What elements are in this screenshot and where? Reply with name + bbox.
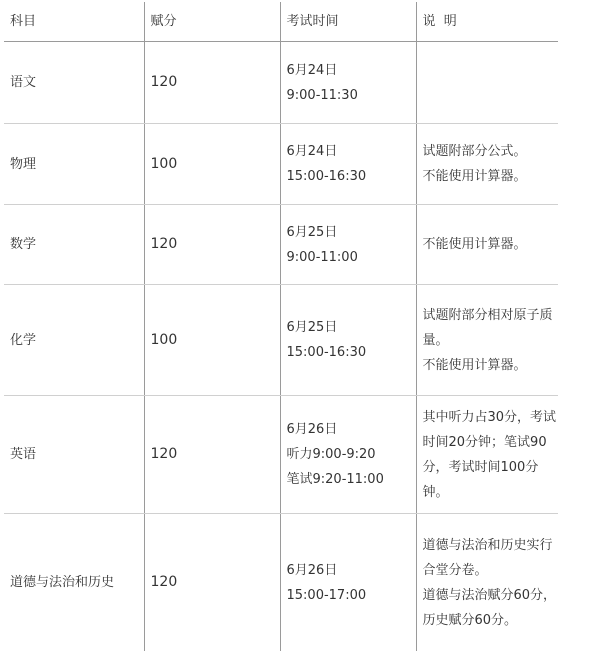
note-text: 不能使用计算器。 [422,357,527,373]
exam-date: 6月24日 [286,62,338,78]
score-cell: 120 [144,514,280,652]
table-row [4,514,558,652]
table-row [4,42,558,124]
exam-hours: 15:00-17:00 [286,587,367,603]
exam-hours: 15:00-16:30 [286,345,367,360]
note-text: 不能使用计算器。 [422,237,527,252]
time-cell [280,205,416,285]
subject-cell: 化学 [4,285,144,396]
subject-cell: 物理 [4,124,144,205]
score-cell: 120 [144,396,280,514]
note-text: 其中听力占30分，考试时间20分钟；笔试90分，考试时间100分钟。 [422,409,557,500]
note-text: 试题附部分相对原子质量。 [422,307,553,348]
note-cell [416,205,558,285]
subject-cell: 数学 [4,205,144,285]
note-cell [416,42,558,124]
note-cell [416,514,558,652]
note-text: 道德与法治和历史实行合堂分卷。 [422,537,553,578]
header-exam-time: 考试时间 [280,2,416,42]
note-cell [416,124,558,205]
exam-date: 6月26日 [286,562,338,578]
listening-time: 听力9:00-9:20 [286,447,376,462]
header-subject: 科目 [4,2,144,42]
score-cell: 120 [144,205,280,285]
header-score: 赋分 [144,2,280,42]
exam-date: 6月24日 [286,144,338,159]
written-time: 笔试9:20-11:00 [286,472,384,487]
note-cell [416,396,558,514]
exam-date: 6月25日 [286,320,338,335]
table-row [4,124,558,205]
exam-date: 6月25日 [286,224,338,240]
subject-cell: 道德与法治和历史 [4,514,144,652]
note-text: 不能使用计算器。 [422,169,527,184]
exam-hours: 9:00-11:00 [286,249,358,265]
subject-cell: 英语 [4,396,144,514]
time-cell [280,285,416,396]
time-cell [280,514,416,652]
note-text: 试题附部分公式。 [422,144,527,159]
time-cell [280,42,416,124]
note-cell [416,285,558,396]
score-cell: 100 [144,285,280,396]
exam-date: 6月26日 [286,422,338,437]
time-cell [280,396,416,514]
subject-cell: 语文 [4,42,144,124]
table-row [4,285,558,396]
exam-hours: 9:00-11:30 [286,87,358,103]
score-cell: 120 [144,42,280,124]
table-row [4,205,558,285]
exam-hours: 15:00-16:30 [286,169,367,184]
note-text: 道德与法治赋分60分，历史赋分60分。 [422,587,557,628]
exam-schedule-table [4,2,558,651]
header-notes: 说 明 [416,2,558,42]
table-header-row [4,2,558,42]
score-cell: 100 [144,124,280,205]
time-cell [280,124,416,205]
table-row [4,396,558,514]
